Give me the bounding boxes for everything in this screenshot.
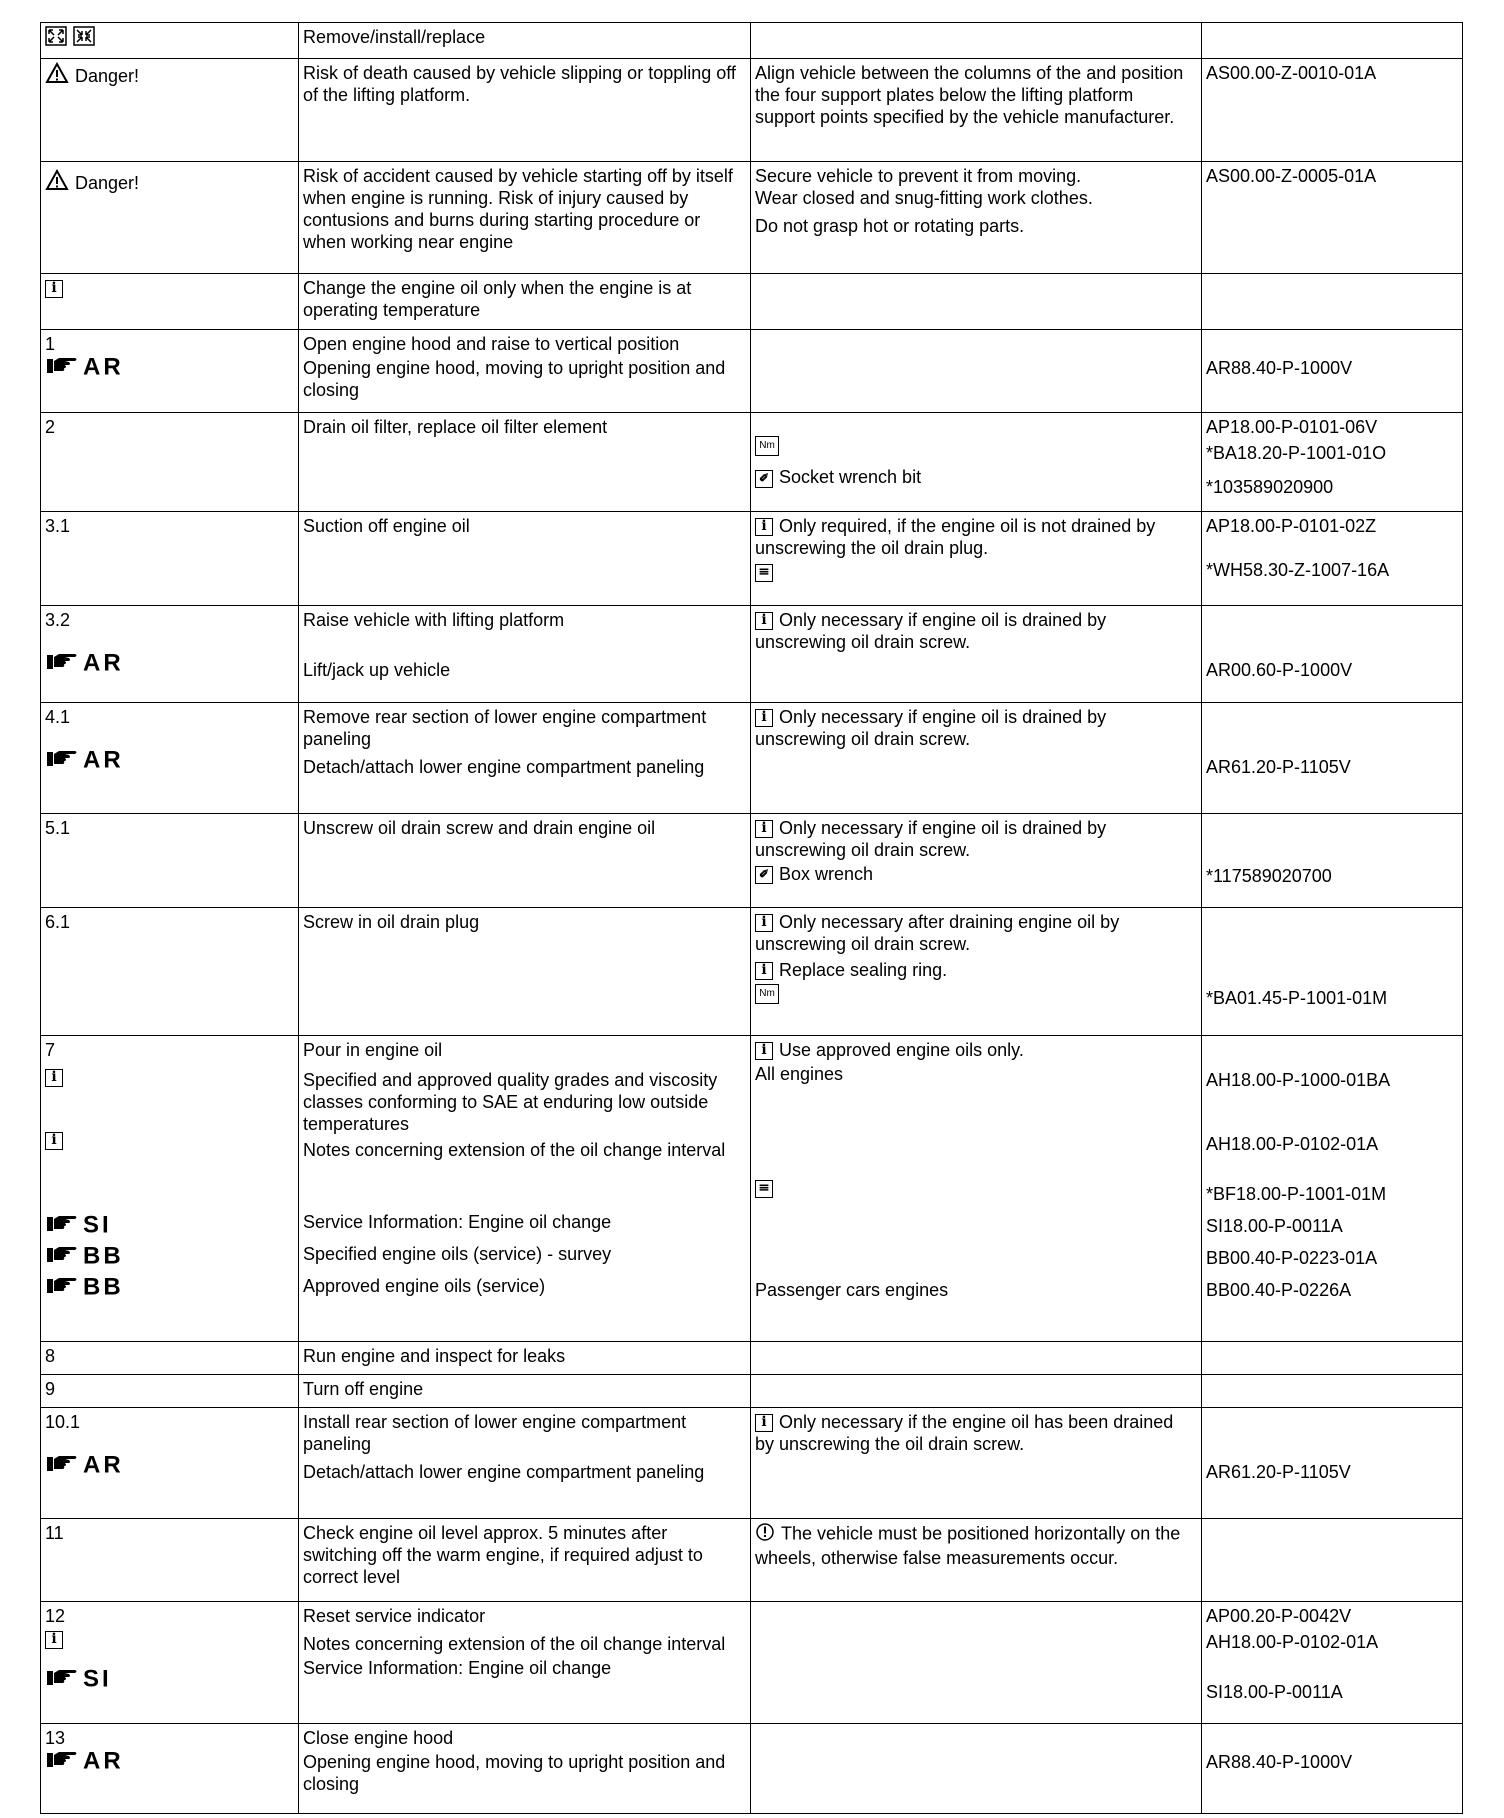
reference-badge[interactable]: AR: [45, 1750, 124, 1770]
row-step-cell: [41, 23, 299, 59]
note-text: The vehicle must be positioned horizontally on the wheels, otherwise false measurements occur.: [755, 1523, 1181, 1568]
step-number: 8: [45, 1346, 56, 1366]
row-description-cell: [299, 274, 751, 330]
note-text: Use approved engine oils only.: [779, 1040, 1024, 1060]
description-text: Open engine hood and raise to vertical position: [303, 334, 680, 354]
row-description-cell: [299, 1408, 751, 1519]
torque-icon: Nm: [755, 984, 779, 1004]
note-text: Only necessary after draining engine oil by unscrewing oil drain screw.: [755, 912, 1120, 954]
reference-badge[interactable]: AR: [45, 651, 124, 676]
reference-link[interactable]: SI18.00-P-0011A: [1206, 1216, 1343, 1236]
info-icon: i: [45, 1069, 63, 1087]
note-text: Align vehicle between the columns of the and position the four support plates below the lifting platform support points specified by the vehicle manufacturer.: [755, 63, 1184, 127]
note-text: Secure vehicle to prevent it from moving.: [755, 166, 1082, 186]
row-description-cell: [299, 908, 751, 1036]
row-step-cell: [41, 1519, 299, 1602]
description-text: Check engine oil level approx. 5 minutes after switching off the warm engine, if required adjust to correct level: [303, 1523, 703, 1587]
reference-link[interactable]: AP18.00-P-0101-06V: [1206, 417, 1378, 437]
row-step-cell: [41, 606, 299, 703]
note-text: Do not grasp hot or rotating parts.: [755, 216, 1025, 236]
reference-badge[interactable]: SI: [45, 1667, 294, 1692]
row-reference-cell: [1202, 1408, 1463, 1519]
step-number: 12: [45, 1606, 66, 1626]
special-tool-icon: ✐: [755, 470, 773, 488]
reference-link[interactable]: AH18.00-P-1000-01BA: [1206, 1070, 1391, 1090]
reference-link[interactable]: *BF18.00-P-1001-01M: [1206, 1184, 1387, 1204]
table-row: [41, 330, 1463, 413]
table-row: [41, 1342, 1463, 1375]
info-icon: i: [755, 1414, 773, 1432]
step-number: 4.1: [45, 707, 71, 727]
row-notes-cell: [751, 1036, 1202, 1342]
info-icon: i: [755, 914, 773, 932]
row-description-cell: [299, 1036, 751, 1342]
row-notes-cell: [751, 59, 1202, 162]
row-notes-cell: [751, 908, 1202, 1036]
row-notes-cell: [751, 162, 1202, 274]
note-text: Wear closed and snug-fitting work clothes.: [755, 188, 1093, 208]
description-text: Specified and approved quality grades and viscosity classes conforming to SAE at enduring low outside temperatures: [303, 1070, 718, 1134]
reference-badge[interactable]: BB: [45, 1244, 294, 1269]
row-description-cell: [299, 1519, 751, 1602]
description-text: Notes concerning extension of the oil change interval: [303, 1140, 726, 1160]
note-text: Only required, if the engine oil is not drained by unscrewing the oil drain plug.: [755, 516, 1156, 558]
description-text: Approved engine oils (service): [303, 1276, 546, 1296]
table-row: [41, 1602, 1463, 1724]
table-row: [41, 1519, 1463, 1602]
description-text: Suction off engine oil: [303, 516, 470, 536]
collapse-icon: [73, 26, 95, 51]
description-text: Detach/attach lower engine compartment paneling: [303, 1462, 705, 1482]
note-text: Passenger cars engines: [755, 1280, 949, 1300]
warning-triangle-icon: [45, 169, 69, 196]
info-icon: i: [755, 518, 773, 536]
info-icon: i: [755, 709, 773, 727]
row-step-cell: [41, 703, 299, 814]
note-text: Only necessary if engine oil is drained by unscrewing oil drain screw.: [755, 707, 1107, 749]
reference-link[interactable]: *WH58.30-Z-1007-16A: [1206, 560, 1390, 580]
description-text: Run engine and inspect for leaks: [303, 1346, 566, 1366]
row-reference-cell: [1202, 274, 1463, 330]
step-number: 3.2: [45, 610, 71, 630]
table-row: [41, 703, 1463, 814]
row-reference-cell: [1202, 1602, 1463, 1724]
description-text: Reset service indicator: [303, 1606, 486, 1626]
note-text: Only necessary if engine oil is drained by unscrewing oil drain screw.: [755, 610, 1107, 652]
note-text: Box wrench: [779, 864, 874, 884]
row-notes-cell: [751, 606, 1202, 703]
row-description-cell: [299, 703, 751, 814]
info-icon: i: [45, 1132, 63, 1150]
description-text: Unscrew oil drain screw and drain engine oil: [303, 818, 656, 838]
row-description-cell: [299, 162, 751, 274]
row-description-cell: [299, 512, 751, 606]
step-number: 1: [45, 334, 56, 354]
description-text: Drain oil filter, replace oil filter element: [303, 417, 608, 437]
expand-icon: [45, 26, 67, 51]
row-notes-cell: [751, 413, 1202, 512]
row-reference-cell: [1202, 1724, 1463, 1814]
pointing-hand-icon: [45, 355, 81, 380]
row-step-cell: [41, 908, 299, 1036]
reference-badge[interactable]: AR: [45, 748, 124, 773]
reference-link[interactable]: AP00.20-P-0042V: [1206, 1606, 1352, 1626]
reference-badge[interactable]: SI: [45, 1213, 294, 1238]
step-number: 7: [45, 1040, 56, 1060]
description-text: Turn off engine: [303, 1379, 424, 1399]
row-notes-cell: [751, 814, 1202, 908]
description-text: Install rear section of lower engine compartment paneling: [303, 1412, 687, 1454]
row-step-cell: [41, 814, 299, 908]
reference-link[interactable]: *103589020900: [1206, 477, 1334, 497]
description-text: Remove rear section of lower engine compartment paneling: [303, 707, 707, 749]
table-row: [41, 1408, 1463, 1519]
row-step-cell: [41, 1602, 299, 1724]
note-text: Only necessary if the engine oil has been drained by unscrewing the oil drain screw.: [755, 1412, 1174, 1454]
procedure-table: [40, 22, 1463, 1814]
row-reference-cell: [1202, 703, 1463, 814]
reference-link[interactable]: AR61.20-P-1105V: [1206, 1462, 1351, 1482]
row-reference-cell: [1202, 162, 1463, 274]
description-text: Specified engine oils (service) - survey: [303, 1244, 612, 1264]
row-reference-cell: [1202, 606, 1463, 703]
table-row: [41, 59, 1463, 162]
pointing-hand-icon: [45, 1453, 81, 1478]
danger-label: Danger!: [75, 65, 140, 86]
description-text: Change the engine oil only when the engine is at operating temperature: [303, 278, 692, 320]
description-text: Close engine hood: [303, 1728, 454, 1748]
note-text: Socket wrench bit: [779, 467, 922, 488]
info-icon: i: [755, 612, 773, 630]
step-number: 6.1: [45, 912, 71, 932]
table-row: [41, 606, 1463, 703]
row-notes-cell: [751, 1408, 1202, 1519]
pointing-hand-icon: [45, 1667, 81, 1692]
table-row: [41, 814, 1463, 908]
row-reference-cell: [1202, 908, 1463, 1036]
row-step-cell: [41, 274, 299, 330]
note-text: Only necessary if engine oil is drained by unscrewing oil drain screw.: [755, 818, 1107, 860]
description-text: Detach/attach lower engine compartment paneling: [303, 757, 705, 777]
description-text: Service Information: Engine oil change: [303, 1658, 612, 1678]
row-reference-cell: [1202, 413, 1463, 512]
pointing-hand-icon: [45, 748, 81, 773]
row-step-cell: [41, 512, 299, 606]
row-description-cell: [299, 330, 751, 413]
row-description-cell: [299, 1375, 751, 1408]
reference-link[interactable]: AR00.60-P-1000V: [1206, 660, 1353, 680]
step-number: 13: [45, 1728, 66, 1748]
reference-badge[interactable]: AR: [45, 1453, 124, 1478]
reference-link[interactable]: AS00.00-Z-0005-01A: [1206, 166, 1377, 186]
reference-link[interactable]: AR61.20-P-1105V: [1206, 757, 1351, 777]
row-description-cell: [299, 413, 751, 512]
row-step-cell: [41, 1375, 299, 1408]
row-step-cell: [41, 1342, 299, 1375]
table-row: [41, 1375, 1463, 1408]
reference-link[interactable]: *BA01.45-P-1001-01M: [1206, 988, 1388, 1008]
pointing-hand-icon: [45, 1244, 81, 1269]
note-text: Replace sealing ring.: [779, 960, 948, 980]
row-description-cell: [299, 23, 751, 59]
table-row: [41, 162, 1463, 274]
reference-link[interactable]: AH18.00-P-0102-01A: [1206, 1134, 1379, 1154]
row-reference-cell: [1202, 330, 1463, 413]
reference-link[interactable]: AS00.00-Z-0010-01A: [1206, 63, 1377, 83]
row-reference-cell: [1202, 814, 1463, 908]
row-notes-cell: [751, 1602, 1202, 1724]
row-description-cell: [299, 606, 751, 703]
special-tool-icon: ✐: [755, 866, 773, 884]
row-step-cell: [41, 162, 299, 274]
reference-link[interactable]: *BA18.20-P-1001-01O: [1206, 443, 1387, 463]
info-icon: i: [45, 280, 63, 298]
table-row: [41, 512, 1463, 606]
table-row: [41, 1724, 1463, 1814]
reference-link[interactable]: AP18.00-P-0101-02Z: [1206, 516, 1377, 536]
row-notes-cell: [751, 512, 1202, 606]
description-text: Risk of accident caused by vehicle starting off by itself when engine is running. Risk of injury caused by contusions and burns during starting procedure or when working near engine: [303, 166, 733, 252]
row-reference-cell: [1202, 1036, 1463, 1342]
reference-link[interactable]: AR88.40-P-1000V: [1206, 358, 1353, 378]
pointing-hand-icon: [45, 1275, 81, 1300]
reference-link[interactable]: AH18.00-P-0102-01A: [1206, 1632, 1379, 1652]
row-notes-cell: [751, 330, 1202, 413]
description-text: Screw in oil drain plug: [303, 912, 480, 932]
row-step-cell: [41, 413, 299, 512]
row-step-cell: [41, 59, 299, 162]
pointing-hand-icon: [45, 1749, 81, 1774]
step-number: 9: [45, 1379, 56, 1399]
description-text: Opening engine hood, moving to upright position and closing: [303, 358, 726, 400]
reference-badge[interactable]: BB: [45, 1275, 294, 1300]
reference-link[interactable]: *117589020700: [1206, 866, 1332, 886]
row-reference-cell: [1202, 1519, 1463, 1602]
row-description-cell: [299, 1602, 751, 1724]
pointing-hand-icon: [45, 651, 81, 676]
attention-circle-icon: [755, 1522, 775, 1547]
info-icon: i: [45, 1631, 63, 1649]
row-description-cell: [299, 1724, 751, 1814]
step-number: 10.1: [45, 1412, 81, 1432]
description-text: Lift/jack up vehicle: [303, 660, 451, 680]
operating-fluids-icon: ≡: [755, 1180, 773, 1198]
row-notes-cell: [751, 1519, 1202, 1602]
info-icon: i: [755, 962, 773, 980]
table-row: [41, 274, 1463, 330]
description-text: Notes concerning extension of the oil change interval: [303, 1634, 726, 1654]
step-number: 2: [45, 417, 56, 437]
row-notes-cell: [751, 274, 1202, 330]
row-notes-cell: [751, 1375, 1202, 1408]
row-reference-cell: [1202, 23, 1463, 59]
description-text: Remove/install/replace: [303, 27, 486, 47]
row-notes-cell: [751, 23, 1202, 59]
row-description-cell: [299, 59, 751, 162]
workshop-equipment-icon: ≡: [755, 564, 773, 582]
row-reference-cell: [1202, 59, 1463, 162]
table-row: [41, 1036, 1463, 1342]
torque-icon: Nm: [755, 436, 779, 456]
reference-link[interactable]: SI18.00-P-0011A: [1206, 1682, 1343, 1702]
info-icon: i: [755, 820, 773, 838]
row-step-cell: [41, 1724, 299, 1814]
description-text: Pour in engine oil: [303, 1040, 443, 1060]
table-row: [41, 908, 1463, 1036]
row-description-cell: [299, 1342, 751, 1375]
row-reference-cell: [1202, 1375, 1463, 1408]
row-notes-cell: [751, 1342, 1202, 1375]
row-notes-cell: [751, 1724, 1202, 1814]
description-text: Opening engine hood, moving to upright position and closing: [303, 1752, 726, 1794]
reference-link[interactable]: AR88.40-P-1000V: [1206, 1752, 1353, 1772]
pointing-hand-icon: [45, 1213, 81, 1238]
step-number: 11: [45, 1523, 64, 1543]
note-text: All engines: [755, 1064, 844, 1084]
row-reference-cell: [1202, 1342, 1463, 1375]
row-notes-cell: [751, 703, 1202, 814]
description-text: Risk of death caused by vehicle slipping or toppling off of the lifting platform.: [303, 63, 736, 105]
reference-link[interactable]: BB00.40-P-0226A: [1206, 1280, 1352, 1300]
table-row: [41, 23, 1463, 59]
danger-label: Danger!: [75, 172, 140, 193]
step-number: 5.1: [45, 818, 71, 838]
row-description-cell: [299, 814, 751, 908]
row-step-cell: [41, 1408, 299, 1519]
info-icon: i: [755, 1042, 773, 1060]
row-step-cell: [41, 1036, 299, 1342]
warning-triangle-icon: [45, 62, 69, 89]
description-text: Raise vehicle with lifting platform: [303, 610, 565, 630]
reference-link[interactable]: BB00.40-P-0223-01A: [1206, 1248, 1378, 1268]
row-step-cell: [41, 330, 299, 413]
description-text: Service Information: Engine oil change: [303, 1212, 612, 1232]
table-row: [41, 413, 1463, 512]
row-reference-cell: [1202, 512, 1463, 606]
procedure-document: [40, 22, 1462, 1814]
reference-badge[interactable]: AR: [45, 356, 124, 376]
step-number: 3.1: [45, 516, 71, 536]
